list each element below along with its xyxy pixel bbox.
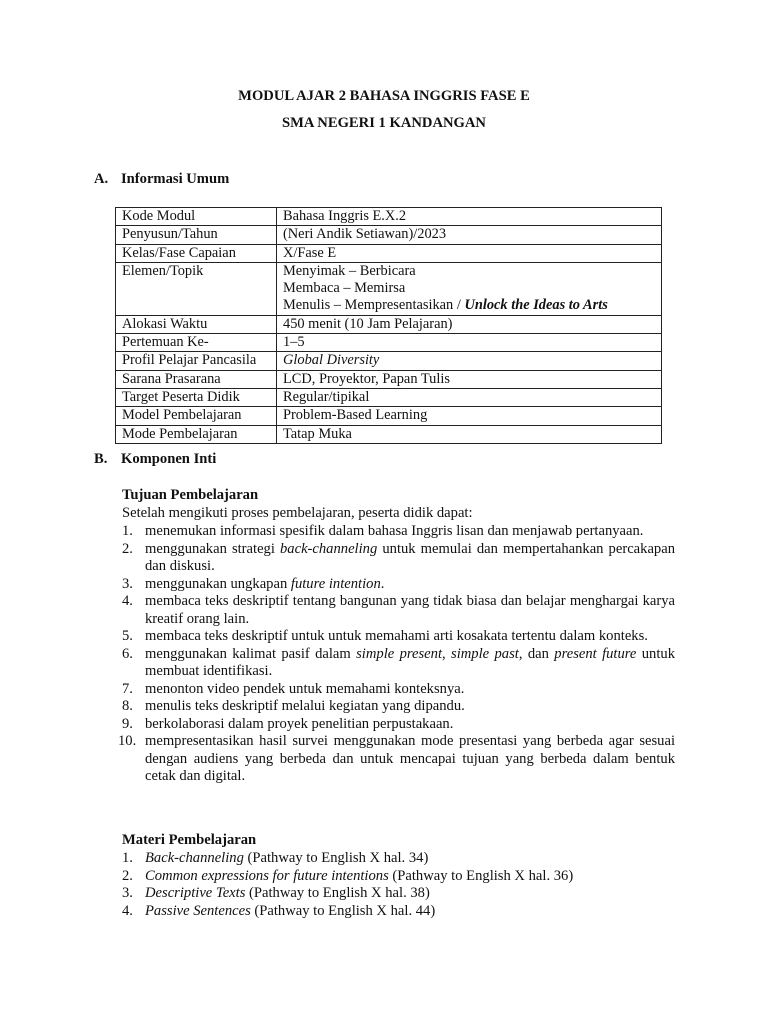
emphasized-term: back-channeling [280, 540, 378, 557]
objective-item [0, 593, 675, 628]
emphasized-term: present future [554, 645, 637, 662]
info-value [277, 262, 662, 315]
item-number: 7. [122, 680, 133, 697]
text-segment: (Pathway to English X hal. 44) [250, 902, 436, 919]
item-text [145, 576, 675, 594]
text-segment: (Pathway to English X hal. 36) [388, 867, 574, 884]
info-value-line: X/Fase E [283, 244, 337, 261]
info-value-line: Tatap Muka [283, 425, 352, 442]
item-number: 9. [122, 715, 133, 732]
item-text [145, 885, 675, 903]
info-key: Penyusun/Tahun [116, 226, 277, 244]
section-b-heading [94, 451, 216, 469]
info-table-row [116, 407, 662, 425]
info-value [277, 352, 662, 370]
info-value-line: Menyimak – Berbicara [283, 262, 416, 279]
item-text [145, 868, 675, 886]
info-value [277, 407, 662, 425]
emphasized-term: Passive Sentences [145, 902, 251, 919]
info-value-line: LCD, Proyektor, Papan Tulis [283, 370, 450, 387]
info-table-row [116, 315, 662, 333]
learning-objectives-intro: Setelah mengikuti proses pembelajaran, peserta didik dapat: [122, 505, 473, 521]
text-segment: menemukan informasi spesifik dalam bahasa Inggris lisan dan menjawab pertanyaan. [145, 523, 644, 539]
info-value [277, 244, 662, 262]
item-number: 4. [122, 902, 133, 919]
text-segment: membaca teks deskriptif untuk untuk memahami arti kosakata tertentu dalam konteks. [145, 628, 648, 644]
learning-objectives-heading: Tujuan Pembelajaran [122, 487, 259, 503]
item-text [145, 850, 675, 868]
info-value-line: Global Diversity [283, 352, 380, 369]
objective-item [0, 576, 675, 594]
item-text [145, 716, 675, 734]
info-table-row [116, 425, 662, 443]
section-b-letter: B. [94, 451, 108, 467]
general-info-table [115, 207, 662, 444]
learning-materials-list [0, 850, 675, 920]
item-number: 2. [122, 540, 133, 557]
info-key: Sarana Prasarana [116, 370, 277, 388]
info-key: Kelas/Fase Capaian [116, 244, 277, 262]
text-segment: mempresentasikan hasil survei menggunakan mode presentasi yang berbeda agar sesuai dengan audiens yang berbeda dan untuk mencapai tujuan yang berbeda dalam bentuk cetak dan digital. [145, 733, 675, 784]
material-item [0, 903, 675, 921]
emphasized-term: future intention [290, 575, 381, 592]
item-text [145, 698, 675, 716]
item-number: 2. [122, 867, 133, 884]
info-value-line: 450 menit (10 Jam Pelajaran) [283, 315, 453, 332]
info-value [277, 334, 662, 352]
objective-item [0, 646, 675, 681]
info-key: Model Pembelajaran [116, 407, 277, 425]
emphasized-term: simple past [451, 645, 519, 662]
info-table-row [116, 262, 662, 315]
learning-objectives-list [0, 523, 675, 786]
text-segment: untuk memulai dan mempertahankan percakapan dan diskusi. [145, 540, 675, 574]
material-item [0, 850, 675, 868]
text-segment: menonton video pendek untuk memahami konteksnya. [145, 680, 465, 697]
item-number: 4. [122, 593, 133, 609]
objective-item [0, 628, 675, 646]
text-segment: , [442, 645, 452, 662]
item-text [145, 523, 675, 541]
item-number: 1. [122, 523, 133, 539]
info-table-row [116, 352, 662, 370]
school-name: SMA NEGERI 1 KANDANGAN [282, 115, 486, 131]
section-a-title: Informasi Umum [121, 171, 230, 187]
info-table-row [116, 226, 662, 244]
material-item [0, 868, 675, 886]
info-key: Target Peserta Didik [116, 388, 277, 406]
item-text [145, 628, 675, 646]
info-value [277, 425, 662, 443]
item-number: 8. [122, 698, 133, 714]
objective-item [0, 733, 675, 786]
material-item [0, 885, 675, 903]
info-value [277, 315, 662, 333]
text-segment: , dan [518, 645, 555, 662]
topic-emphasis: Unlock the Ideas to Arts [464, 297, 608, 314]
info-value [277, 388, 662, 406]
item-number: 3. [122, 885, 133, 901]
objective-item [0, 541, 675, 576]
info-key: Mode Pembelajaran [116, 425, 277, 443]
item-number: 10. [118, 733, 137, 749]
text-segment: berkolaborasi dalam proyek penelitian perpustakaan. [145, 715, 454, 732]
info-table-row [116, 370, 662, 388]
item-number: 6. [122, 645, 133, 662]
info-value-line: Menulis – Mempresentasikan / Unlock the Ideas to Arts [283, 297, 608, 314]
text-segment: (Pathway to English X hal. 34) [243, 850, 429, 866]
info-key: Profil Pelajar Pancasila [116, 352, 277, 370]
info-table-row [116, 244, 662, 262]
text-segment: untuk membuat identifikasi. [145, 645, 675, 679]
emphasized-term: Common expressions for future intentions [145, 867, 389, 884]
section-a-heading [94, 171, 229, 189]
document-title: MODUL AJAR 2 BAHASA INGGRIS FASE E [238, 88, 530, 104]
emphasized-term: Descriptive Texts [145, 885, 246, 901]
emphasized-term: simple present [356, 645, 443, 662]
item-text [145, 593, 675, 628]
info-table-row [116, 208, 662, 226]
text-segment: menulis teks deskriptif melalui kegiatan yang dipandu. [145, 698, 465, 714]
info-key: Alokasi Waktu [116, 315, 277, 333]
info-key: Pertemuan Ke- [116, 334, 277, 352]
item-text [145, 681, 675, 699]
item-number: 5. [122, 628, 133, 644]
item-text [145, 646, 675, 681]
info-value-line: Membaca – Memirsa [283, 280, 406, 297]
emphasized-term: Back-channeling [145, 850, 244, 866]
text-segment: menggunakan kalimat pasif dalam [145, 645, 357, 662]
info-value [277, 226, 662, 244]
info-key: Kode Modul [116, 208, 277, 226]
item-text [145, 541, 675, 576]
text-segment: membaca teks deskriptif tentang bangunan yang tidak biasa dan belajar menghargai karya kreatif orang lain. [145, 593, 675, 627]
item-text [145, 733, 675, 786]
info-value-line: Bahasa Inggris E.X.2 [283, 208, 407, 224]
info-table-row [116, 388, 662, 406]
text-segment: menggunakan strategi [145, 540, 280, 557]
objective-item [0, 716, 675, 734]
info-value [277, 370, 662, 388]
item-number: 1. [122, 850, 133, 866]
info-value-line: Problem-Based Learning [283, 407, 428, 424]
learning-materials-heading: Materi Pembelajaran [122, 832, 257, 848]
item-text [145, 903, 675, 921]
section-a-letter: A. [94, 171, 109, 187]
objective-item [0, 523, 675, 541]
info-table-row [116, 334, 662, 352]
item-number: 3. [122, 575, 133, 592]
section-b-title: Komponen Inti [121, 451, 217, 467]
text-segment: (Pathway to English X hal. 38) [245, 885, 430, 901]
text-segment: menggunakan ungkapan [145, 575, 291, 592]
info-value-line: 1–5 [283, 334, 305, 351]
info-value-line: (Neri Andik Setiawan)/2023 [283, 226, 447, 243]
text-segment: . [380, 575, 385, 592]
objective-item [0, 681, 675, 699]
info-value [277, 208, 662, 226]
info-value-line: Regular/tipikal [283, 388, 370, 405]
objective-item [0, 698, 675, 716]
info-key: Elemen/Topik [116, 262, 277, 315]
